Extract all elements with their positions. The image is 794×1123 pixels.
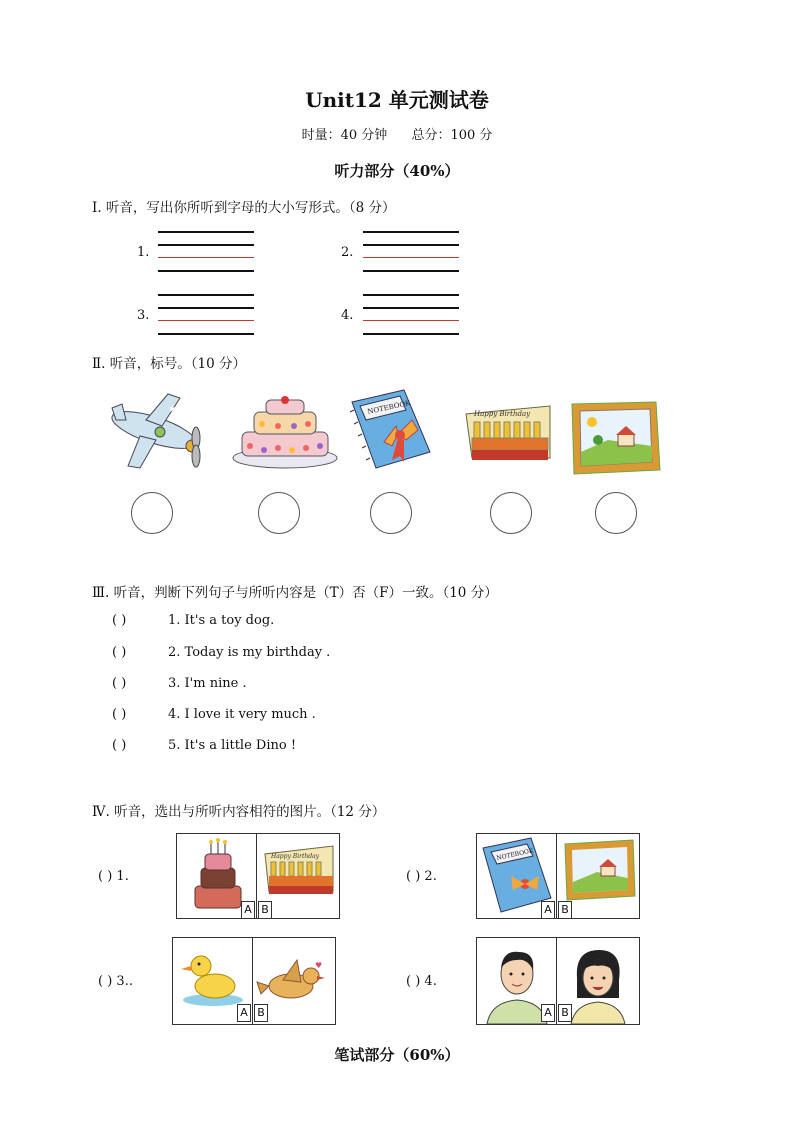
answer-circle[interactable]: [258, 492, 300, 534]
answer-circle[interactable]: [131, 492, 173, 534]
label-a: A: [241, 901, 255, 919]
item-1-number: 1.: [137, 245, 150, 260]
writing-line: [363, 270, 459, 272]
writing-line: [363, 294, 459, 296]
svg-text:Happy Birthday: Happy Birthday: [271, 853, 320, 860]
svg-text:NOTEBOOK: NOTEBOOK: [495, 847, 535, 862]
answer-blank[interactable]: ( ): [112, 738, 127, 753]
choice-number: 4.: [424, 974, 437, 989]
choice-item-2: [406, 869, 437, 884]
writing-line: [158, 244, 254, 246]
tf-sentence: 4. I love it very much .: [168, 707, 316, 722]
item-2-number: 2.: [341, 245, 354, 260]
answer-blank[interactable]: ( ): [112, 707, 127, 722]
section-1-title: Ⅰ. 听音，写出你所听到字母的大小写形式。（8 分）: [92, 200, 396, 216]
page-title: Unit12 单元测试卷: [305, 88, 489, 112]
label-a: A: [237, 1004, 251, 1022]
answer-circle[interactable]: [490, 492, 532, 534]
total-score: 总分：100 分: [411, 128, 493, 143]
choice-item-4: [406, 974, 437, 989]
writing-line-red: [158, 257, 254, 258]
answer-circle[interactable]: [595, 492, 637, 534]
notebook-icon: [346, 388, 436, 474]
answer-blank[interactable]: ( ): [112, 676, 127, 691]
tf-item-5: [112, 738, 296, 753]
writing-line-red: [363, 320, 459, 321]
tf-sentence: 5. It's a little Dino !: [168, 738, 297, 753]
answer-circle[interactable]: [370, 492, 412, 534]
writing-line: [158, 307, 254, 309]
svg-text:NOTEBOOK: NOTEBOOK: [366, 399, 412, 416]
label-b: B: [558, 901, 572, 919]
listening-part-heading: 听力部分（40%）: [334, 162, 460, 180]
writing-line: [363, 307, 459, 309]
writing-line-red: [158, 320, 254, 321]
label-b: B: [254, 1004, 268, 1022]
birthday-card-icon: [464, 402, 556, 472]
choice-number: 2.: [424, 869, 437, 884]
answer-blank[interactable]: ( ): [112, 645, 127, 660]
writing-line: [158, 270, 254, 272]
label-a: A: [541, 901, 555, 919]
label-b: B: [558, 1004, 572, 1022]
item-4-number: 4.: [341, 308, 354, 323]
tf-item-4: [112, 707, 316, 722]
svg-text:★: ★: [168, 404, 177, 415]
picture-frame-icon: [568, 400, 662, 476]
svg-text:♥: ♥: [315, 961, 323, 970]
svg-text:Happy Birthday: Happy Birthday: [474, 410, 531, 418]
answer-blank[interactable]: ( ): [406, 869, 421, 884]
tf-sentence: 1. It's a toy dog.: [168, 613, 275, 628]
writing-part-heading: 笔试部分（60%）: [334, 1046, 460, 1064]
tf-item-3: [112, 676, 247, 691]
tf-item-2: [112, 645, 330, 660]
tf-sentence: 3. I'm nine .: [168, 676, 247, 691]
writing-line: [363, 333, 459, 335]
exam-meta: [0, 124, 794, 143]
writing-line: [158, 231, 254, 233]
writing-line: [363, 231, 459, 233]
writing-line: [158, 333, 254, 335]
plane-icon: [96, 390, 206, 472]
choice-item-1: [98, 869, 129, 884]
answer-blank[interactable]: ( ): [98, 974, 113, 989]
answer-blank[interactable]: ( ): [406, 974, 421, 989]
choice-item-3: [98, 974, 133, 989]
choice-number: 3..: [116, 974, 133, 989]
section-3-title: Ⅲ. 听音，判断下列句子与所听内容是（T）否（F）一致。（10 分）: [92, 585, 498, 601]
writing-line: [158, 294, 254, 296]
time-limit: 时量：40 分钟: [301, 128, 388, 143]
writing-line-red: [363, 257, 459, 258]
choice-number: 1.: [116, 869, 129, 884]
answer-blank[interactable]: ( ): [98, 869, 113, 884]
birthday-cake-icon: [230, 394, 340, 472]
answer-blank[interactable]: ( ): [112, 613, 127, 628]
section-4-title: Ⅳ. 听音，选出与所听内容相符的图片。（12 分）: [92, 804, 386, 820]
tf-item-1: [112, 613, 274, 628]
label-b: B: [258, 901, 272, 919]
item-3-number: 3.: [137, 308, 150, 323]
section-2-title: Ⅱ. 听音，标号。（10 分）: [92, 356, 246, 372]
tf-sentence: 2. Today is my birthday .: [168, 645, 331, 660]
label-a: A: [541, 1004, 555, 1022]
writing-line: [363, 244, 459, 246]
